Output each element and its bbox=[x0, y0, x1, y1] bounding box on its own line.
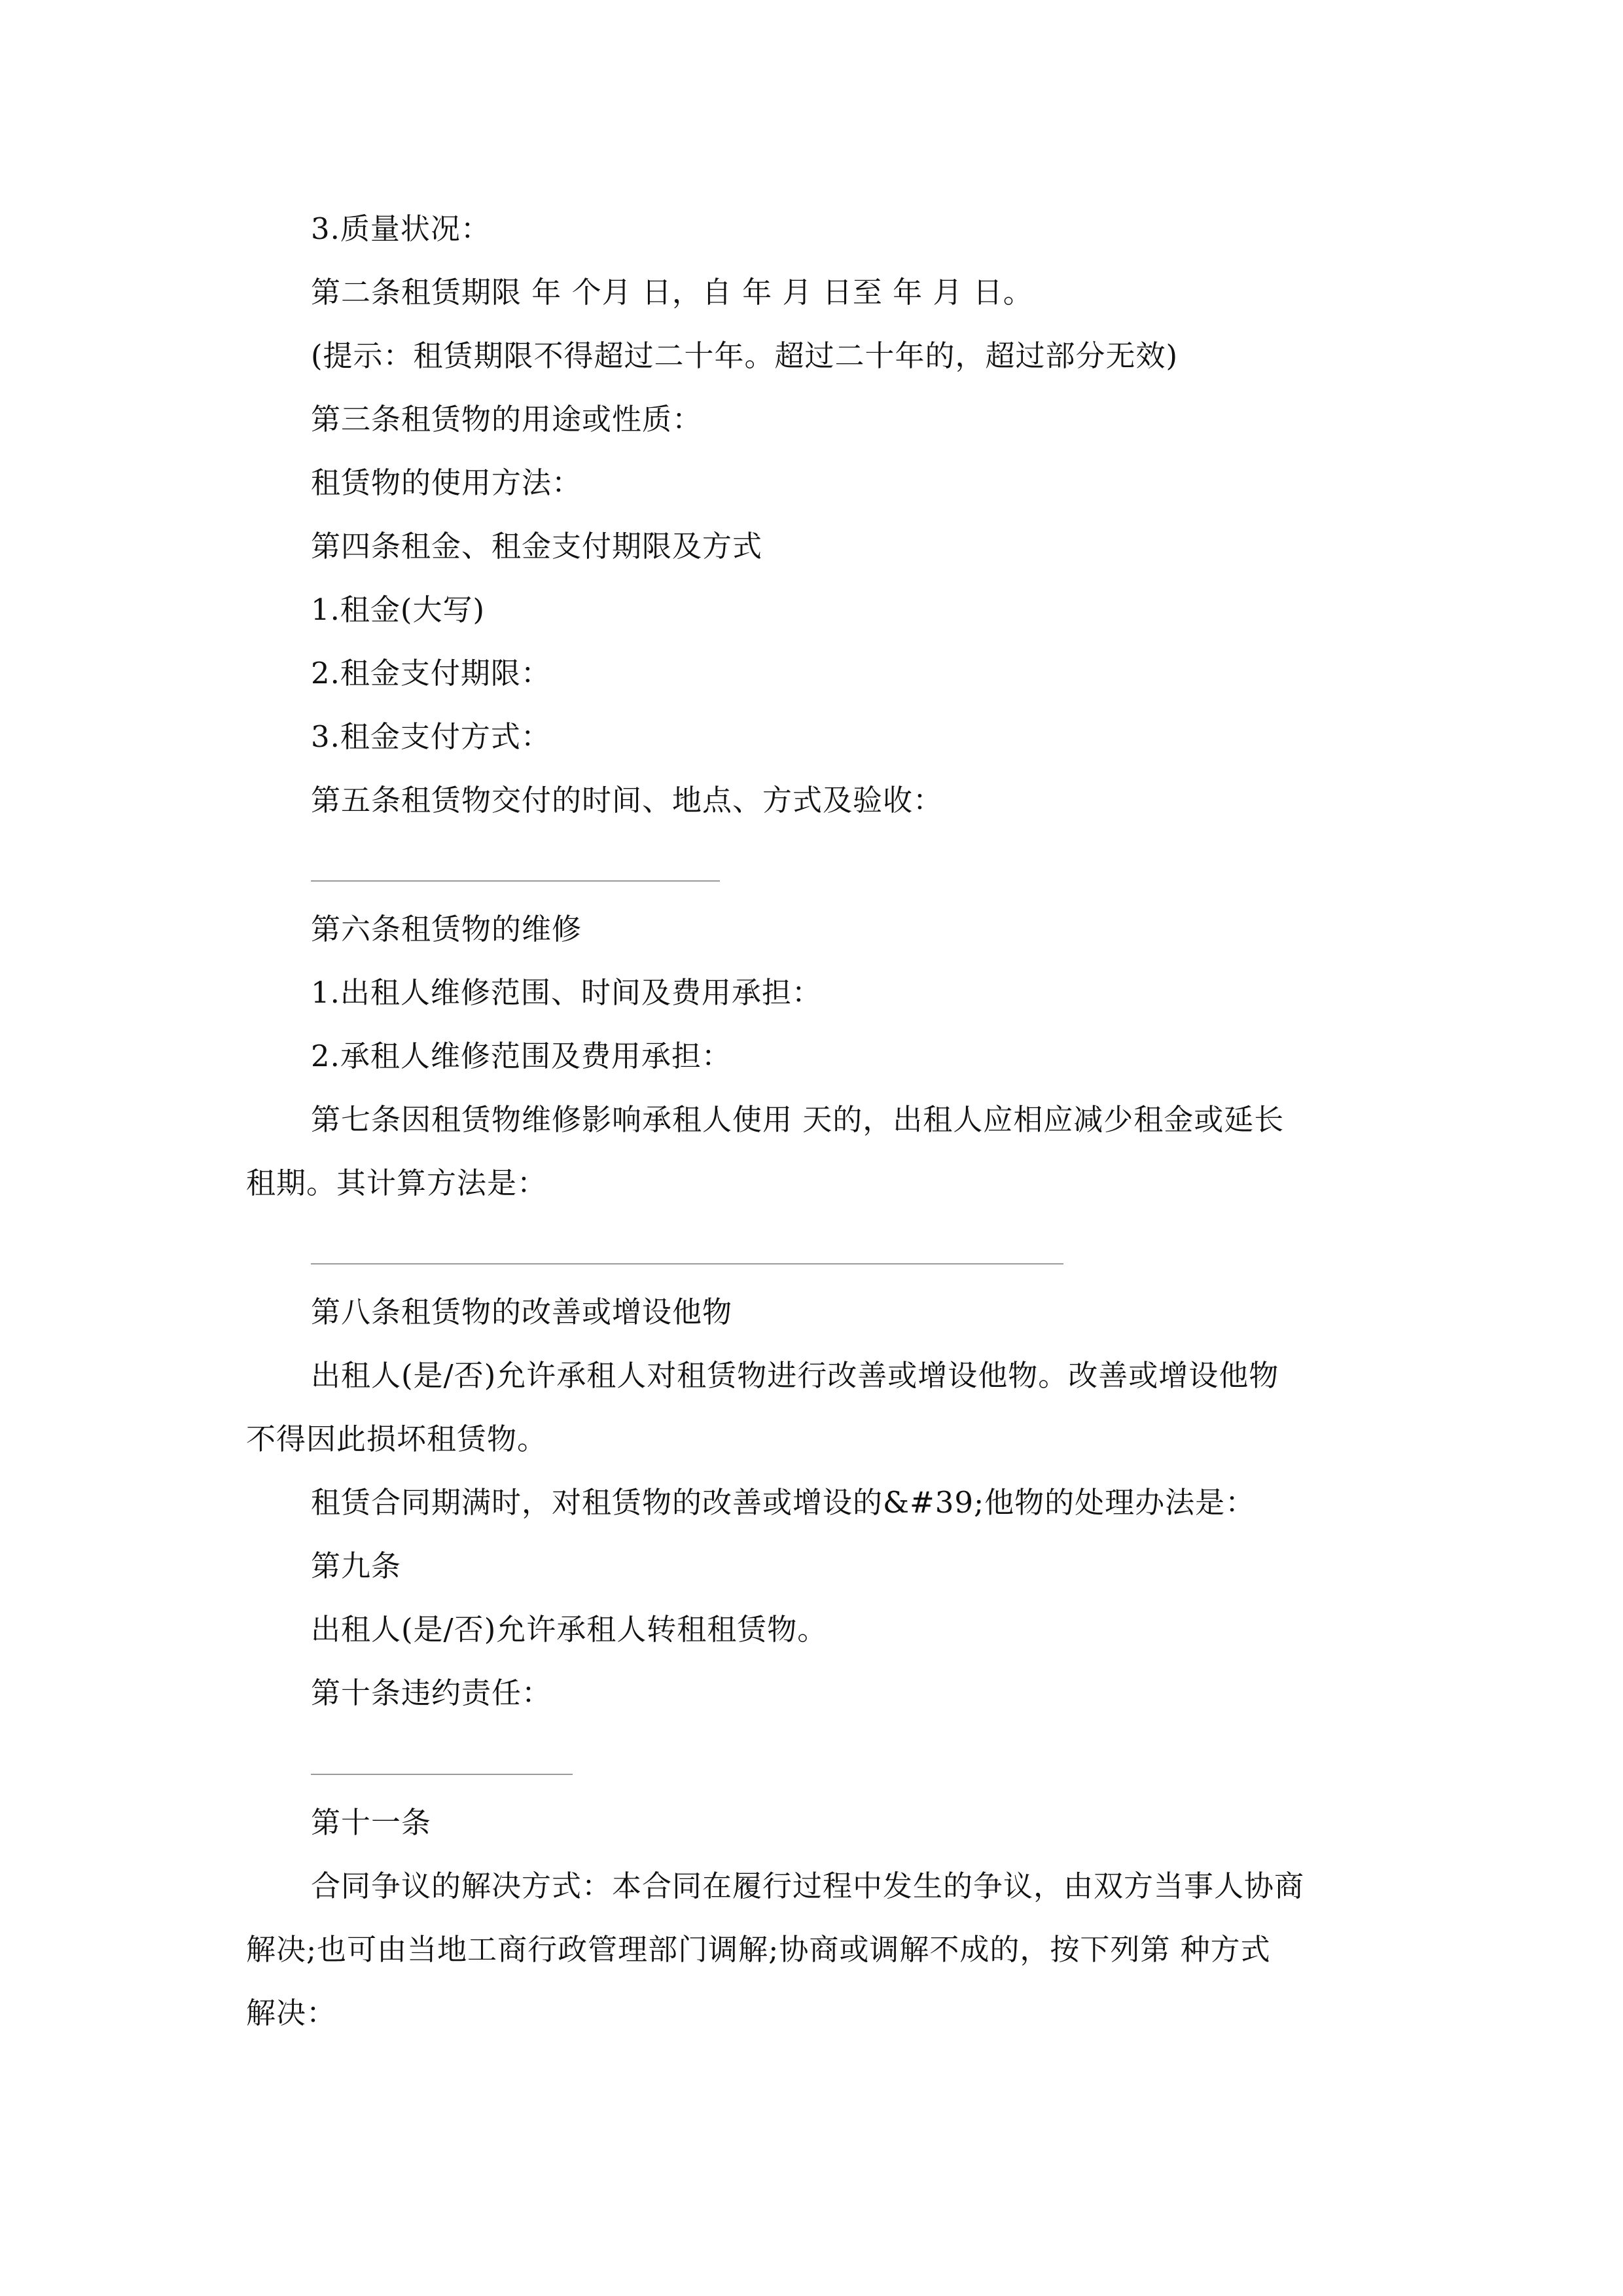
blank-line bbox=[311, 1774, 573, 1775]
improvement-no-damage: 不得因此损坏租赁物。 bbox=[246, 1422, 548, 1456]
improvement-handling: 租赁合同期满时，对租赁物的改善或增设的&#39;他物的处理办法是： bbox=[311, 1485, 1256, 1520]
lessor-maintenance: 1.出租人维修范围、时间及费用承担： bbox=[311, 975, 822, 1010]
article-8-improvements: 第八条租赁物的改善或增设他物 bbox=[311, 1295, 733, 1329]
article-7-rent-reduction: 第七条因租赁物维修影响承租人使用 天的，出租人应相应减少租金或延长 bbox=[311, 1102, 1285, 1137]
quality-status: 3.质量状况： bbox=[311, 211, 491, 246]
rent-payment-method: 3.租金支付方式： bbox=[311, 719, 551, 754]
article-9: 第九条 bbox=[311, 1549, 402, 1583]
article-2-lease-term: 第二条租赁期限 年 个月 日，自 年 月 日至 年 月 日。 bbox=[311, 275, 1033, 310]
article-4-rent: 第四条租金、租金支付期限及方式 bbox=[311, 529, 763, 564]
dispute-resolution-1: 合同争议的解决方式：本合同在履行过程中发生的争议，由双方当事人协商 bbox=[311, 1869, 1305, 1903]
article-7-calculation: 租期。其计算方法是： bbox=[246, 1166, 548, 1200]
blank-line bbox=[311, 880, 720, 882]
article-11: 第十一条 bbox=[311, 1805, 432, 1840]
article-10-liability: 第十条违约责任： bbox=[311, 1676, 552, 1710]
improvement-permission: 出租人(是/否)允许承租人对租赁物进行改善或增设他物。改善或增设他物 bbox=[311, 1358, 1279, 1393]
sublease-permission: 出租人(是/否)允许承租人转租租赁物。 bbox=[311, 1612, 828, 1647]
article-5-delivery: 第五条租赁物交付的时间、地点、方式及验收： bbox=[311, 783, 944, 817]
lease-term-note: (提示：租赁期限不得超过二十年。超过二十年的，超过部分无效) bbox=[311, 338, 1179, 373]
usage-method: 租赁物的使用方法： bbox=[311, 465, 582, 500]
blank-line bbox=[311, 1263, 1063, 1265]
dispute-resolution-3: 解决： bbox=[246, 1996, 337, 2030]
rent-amount: 1.租金(大写) bbox=[311, 592, 486, 627]
lessee-maintenance: 2.承租人维修范围及费用承担： bbox=[311, 1039, 732, 1073]
rent-payment-term: 2.租金支付期限： bbox=[311, 656, 551, 691]
article-3-usage: 第三条租赁物的用途或性质： bbox=[311, 402, 703, 437]
article-6-maintenance: 第六条租赁物的维修 bbox=[311, 912, 582, 946]
dispute-resolution-2: 解决;也可由当地工商行政管理部门调解;协商或调解不成的，按下列第 种方式 bbox=[246, 1932, 1271, 1967]
